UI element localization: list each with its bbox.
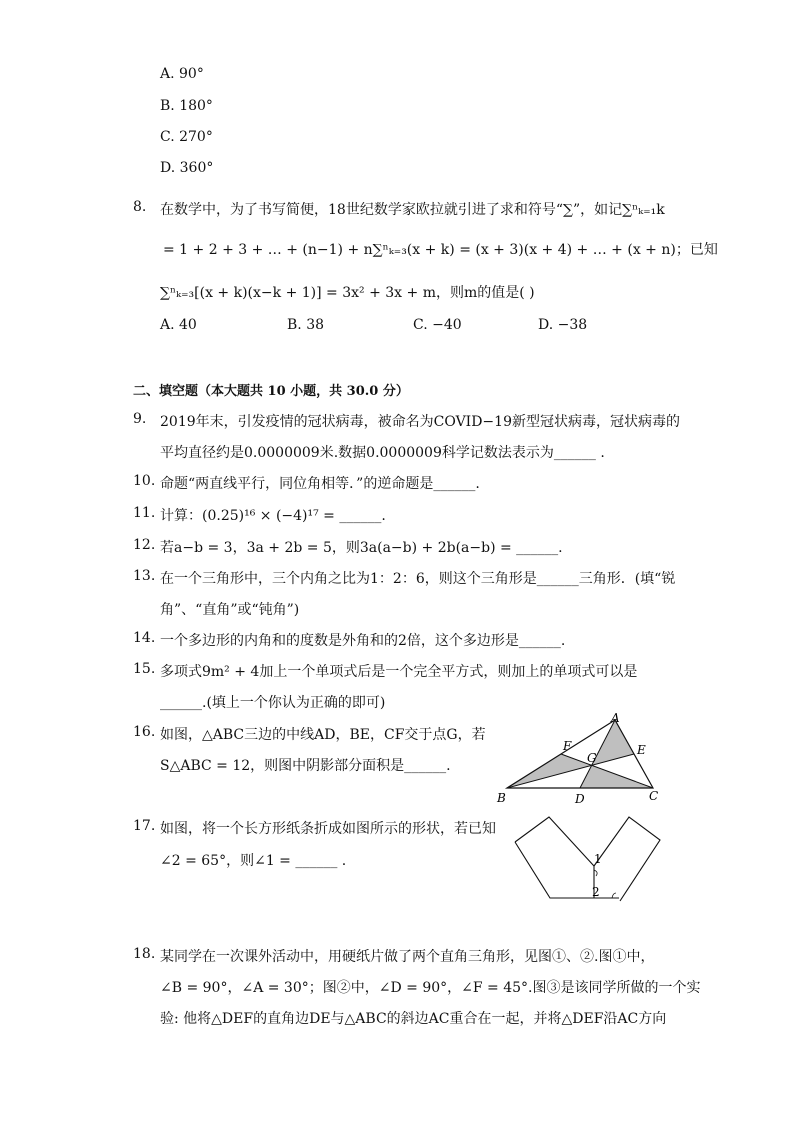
q12-number: 12.: [133, 537, 156, 553]
q18-number: 18.: [133, 946, 156, 962]
q16-number: 16.: [133, 724, 156, 740]
q7-option-b: B. 180°: [160, 98, 213, 114]
q16-line1: 如图，△ABC三边的中线AD，BE，CF交于点G，若: [160, 727, 486, 743]
q8-number: 8.: [133, 199, 147, 215]
q9-line2: 平均直径约是0.0000009米.数据0.0000009科学记数法表示为______ .: [160, 445, 605, 461]
q14-number: 14.: [133, 630, 156, 646]
q18-line1: 某同学在一次课外活动中，用硬纸片做了两个直角三角形，见图①、②.图①中，: [160, 949, 655, 965]
q8-line2: = 1 + 2 + 3 + … + (n−1) + n∑ⁿₖ₌₃(x + k) = (x + 3)(x + 4) + … + (x + n)；已知: [163, 242, 718, 258]
q15-line1: 多项式9m² + 4加上一个单项式后是一个完全平方式，则加上的单项式可以是: [160, 664, 638, 680]
q8-option-d: D. −38: [538, 317, 588, 333]
section-heading: 二、填空题（本大题共 10 小题，共 30.0 分）: [133, 384, 409, 399]
left-strip-outer: [515, 817, 594, 866]
label-d: D: [575, 792, 585, 806]
q7-option-d: D. 360°: [160, 160, 214, 176]
label-g: G: [587, 751, 597, 765]
label-angle-1: 1: [594, 852, 602, 866]
q14-text: 一个多边形的内角和的度数是外角和的2倍，这个多边形是______.: [160, 633, 566, 649]
q7-option-c: C. 270°: [160, 129, 213, 145]
q11-number: 11.: [133, 505, 156, 521]
q9-number: 9.: [133, 411, 147, 427]
shaded-region-1: [507, 754, 592, 788]
q10-number: 10.: [133, 473, 156, 489]
label-b: B: [497, 791, 506, 805]
q8-option-b: B. 38: [287, 317, 325, 333]
q8-option-c: C. −40: [413, 317, 462, 333]
label-a: A: [611, 711, 620, 725]
q8-line1: 在数学中，为了书写简便，18世纪数学家欧拉就引进了求和符号“∑”，如记∑ⁿₖ₌₁k: [160, 202, 665, 218]
label-f: F: [563, 739, 572, 753]
q11-text: 计算：(0.25)¹⁶ × (−4)¹⁷ = ______.: [160, 508, 386, 524]
q10-text: 命题“两直线平行，同位角相等．”的逆命题是______.: [160, 476, 480, 492]
angle-2-arc: [612, 893, 616, 898]
q13-line2: 角”、“直角”或“钝角”): [160, 602, 300, 618]
triangle-figure: [495, 710, 670, 810]
q17-line2: ∠2 = 65°，则∠1 = ______ .: [160, 853, 347, 869]
left-strip-bottom: [515, 842, 619, 898]
q8-option-a: A. 40: [160, 317, 197, 333]
label-angle-2: 2: [592, 885, 600, 899]
q13-number: 13.: [133, 568, 156, 584]
q7-option-a: A. 90°: [160, 66, 204, 82]
q16-line2: S△ABC = 12，则图中阴影部分面积是______.: [160, 758, 451, 774]
folded-paper-figure: [510, 812, 668, 906]
q18-line2: ∠B = 90°，∠A = 30°；图②中，∠D = 90°，∠F = 45°.图③是该同学所做的一个实: [160, 980, 701, 996]
q17-line1: 如图，将一个长方形纸条折成如图所示的形状，若已知: [160, 821, 496, 837]
q18-line3: 验: 他将△DEF的直角边DE与△ABC的斜边AC重合在一起，并将△DEF沿AC方向: [160, 1011, 667, 1027]
label-c: C: [649, 789, 659, 803]
q12-text: 若a−b = 3，3a + 2b = 5，则3a(a−b) + 2b(a−b) = ______.: [160, 540, 563, 556]
q15-line2: ______.(填上一个你认为正确的即可): [160, 695, 386, 711]
q9-line1: 2019年末，引发疫情的冠状病毒，被命名为COVID−19新型冠状病毒，冠状病毒的: [160, 414, 680, 430]
q13-line1: 在一个三角形中，三个内角之比为1：2：6，则这个三角形是______三角形．(填“锐: [160, 571, 676, 587]
q15-number: 15.: [133, 661, 156, 677]
q8-line3: ∑ⁿₖ₌₃[(x + k)(x−k + 1)] = 3x² + 3x + m，则m的值是( ): [160, 285, 535, 301]
label-e: E: [637, 743, 646, 757]
q17-number: 17.: [133, 818, 156, 834]
right-strip: [594, 817, 660, 901]
